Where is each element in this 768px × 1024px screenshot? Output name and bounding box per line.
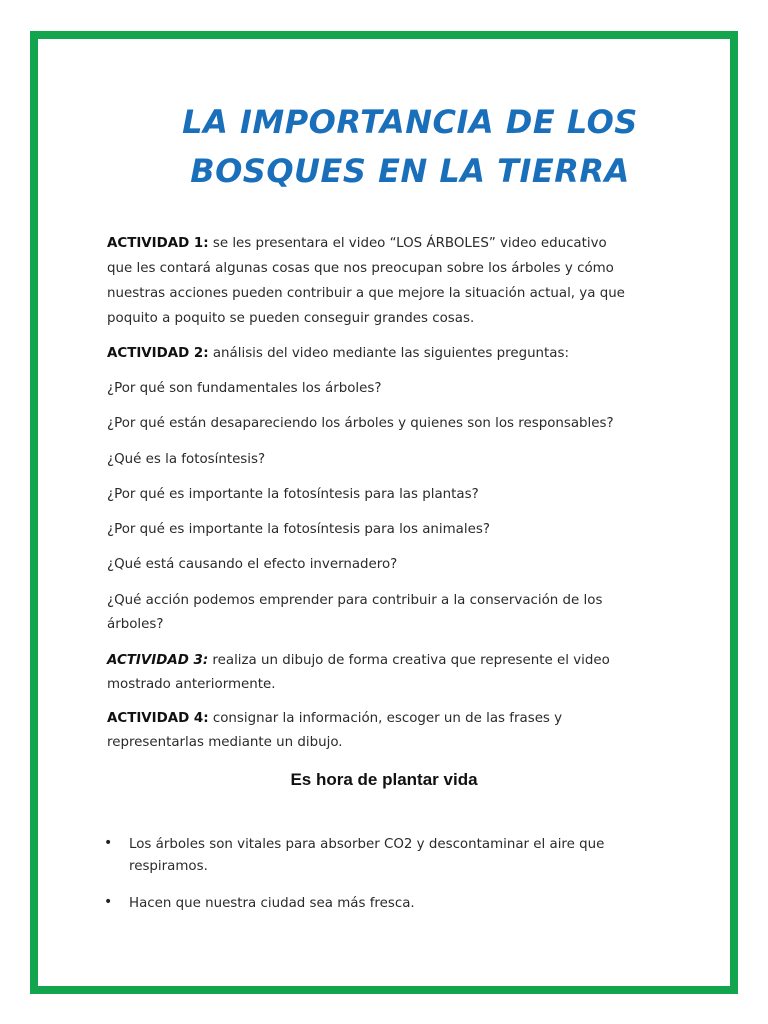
question: ¿Por qué son fundamentales los árboles? [107,381,382,396]
activity-1-label: ACTIVIDAD 1: [107,236,209,251]
activity-2-text: análisis del video mediante las siguientes preguntas: [208,346,569,361]
bullet-icon: • [104,835,113,851]
activity-4-text: consignar la información, escoger un de las frases y [208,711,563,726]
question: ¿Por qué es importante la fotosíntesis para las plantas? [107,487,479,502]
title-line-1: LA IMPORTANCIA DE LOS [182,103,638,141]
question: ¿Qué acción podemos emprender para contribuir a la conservación de los [107,593,603,608]
text-line: nuestras acciones pueden contribuir a que mejore la situación actual, ya que [107,286,625,301]
activity-3 [107,653,610,668]
activity-2 [107,346,569,361]
activity-4-label: ACTIVIDAD 4: [107,711,209,726]
bullet-text: Hacen que nuestra ciudad sea más fresca. [129,896,415,911]
text-line: representarlas mediante un dibujo. [107,735,343,750]
bullet-text: respiramos. [129,859,208,874]
question: ¿Por qué están desapareciendo los árboles y quienes son los responsables? [107,416,614,431]
question: árboles? [107,617,164,632]
activity-2-label: ACTIVIDAD 2: [107,346,209,361]
bullet-icon: • [104,894,113,910]
question: ¿Qué está causando el efecto invernadero? [107,557,398,572]
question: ¿Por qué es importante la fotosíntesis para los animales? [107,522,490,537]
bullet-text: Los árboles son vitales para absorber CO2 y descontaminar el aire que [129,837,605,852]
text-line: mostrado anteriormente. [107,677,276,692]
text-line: poquito a poquito se pueden conseguir grandes cosas. [107,311,475,326]
subheading: Es hora de plantar vida [290,770,478,789]
text-line: que les contará algunas cosas que nos preocupan sobre los árboles y cómo [107,261,614,276]
activity-1-text: se les presentara el video “LOS ÁRBOLES” video educativo [208,236,607,251]
activity-4 [107,711,562,726]
title-line-2: BOSQUES EN LA TIERRA [190,152,630,190]
activity-1 [107,236,607,251]
activity-3-text: realiza un dibujo de forma creativa que represente el video [208,653,610,668]
question: ¿Qué es la fotosíntesis? [107,452,266,467]
activity-3-label: ACTIVIDAD 3: [107,653,209,668]
